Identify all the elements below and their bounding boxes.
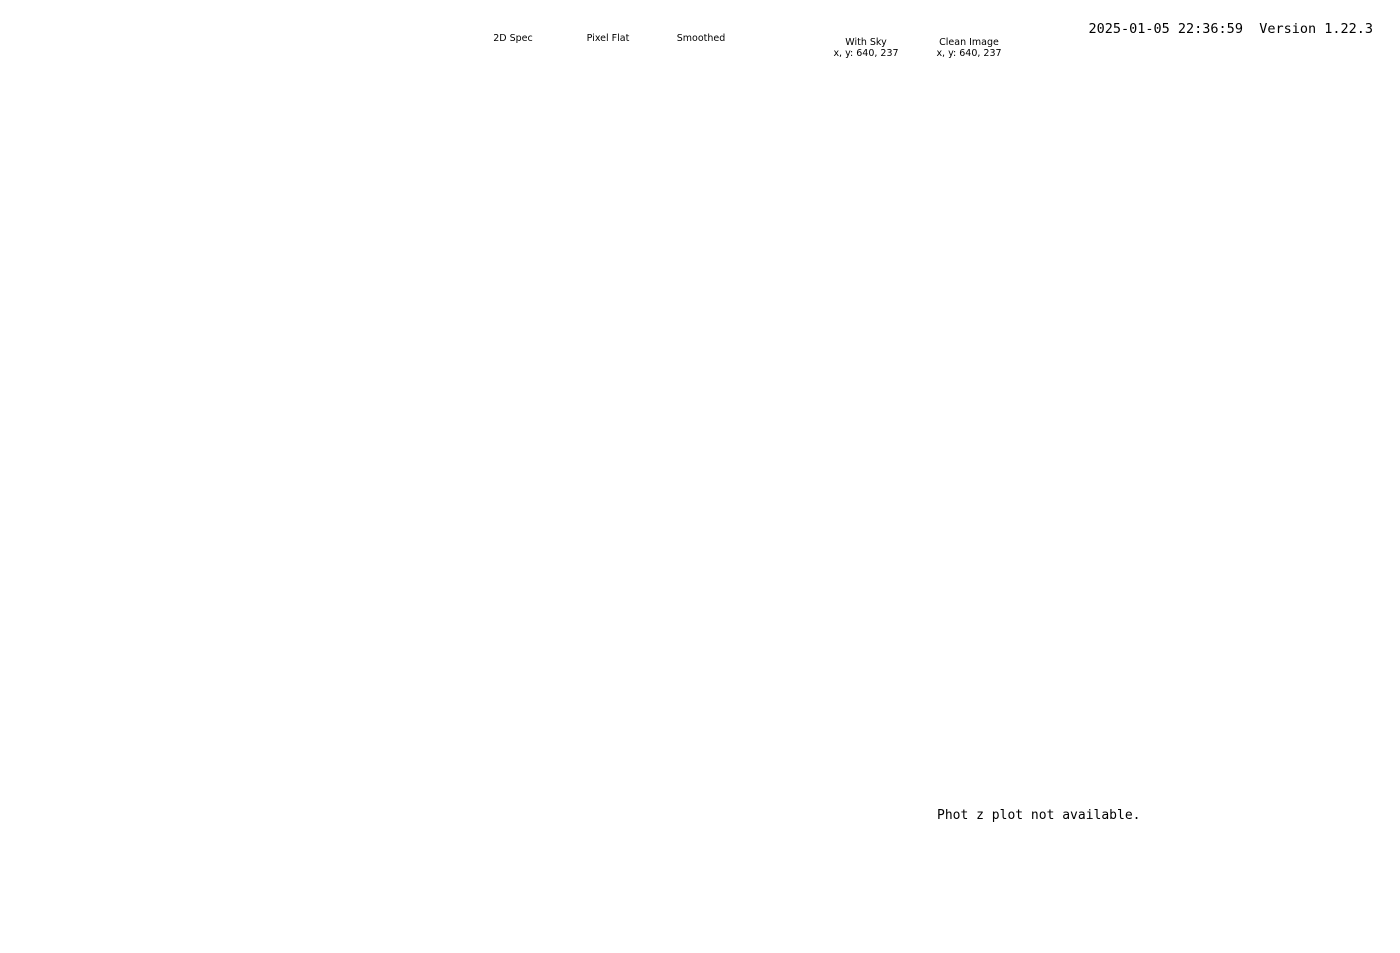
- withsky-title-text: With Sky: [845, 37, 887, 48]
- col-title-smoothed: Smoothed: [676, 33, 726, 44]
- col-title-2dspec: 2D Spec: [493, 33, 533, 44]
- clean-title-text: Clean Image: [939, 37, 999, 48]
- col-title-pixelflat: Pixel Flat: [586, 33, 630, 44]
- full-spectrum-plot: [60, 340, 1310, 454]
- line-fit-plot: [1036, 48, 1312, 238]
- withsky-title: [816, 37, 916, 59]
- clean-subtitle: x, y: 640, 237: [936, 48, 1002, 59]
- clean-title: [919, 37, 1019, 59]
- header-gap: [1243, 21, 1259, 37]
- version: Version 1.22.3: [1259, 21, 1374, 37]
- catalog-match-table: [68, 768, 588, 908]
- header-timestamp-version: [1056, 5, 1373, 53]
- photz-note: Phot z plot not available.: [937, 808, 1141, 823]
- withsky-subtitle: x, y: 640, 237: [833, 48, 899, 59]
- timestamp: 2025-01-05 22:36:59: [1088, 21, 1243, 37]
